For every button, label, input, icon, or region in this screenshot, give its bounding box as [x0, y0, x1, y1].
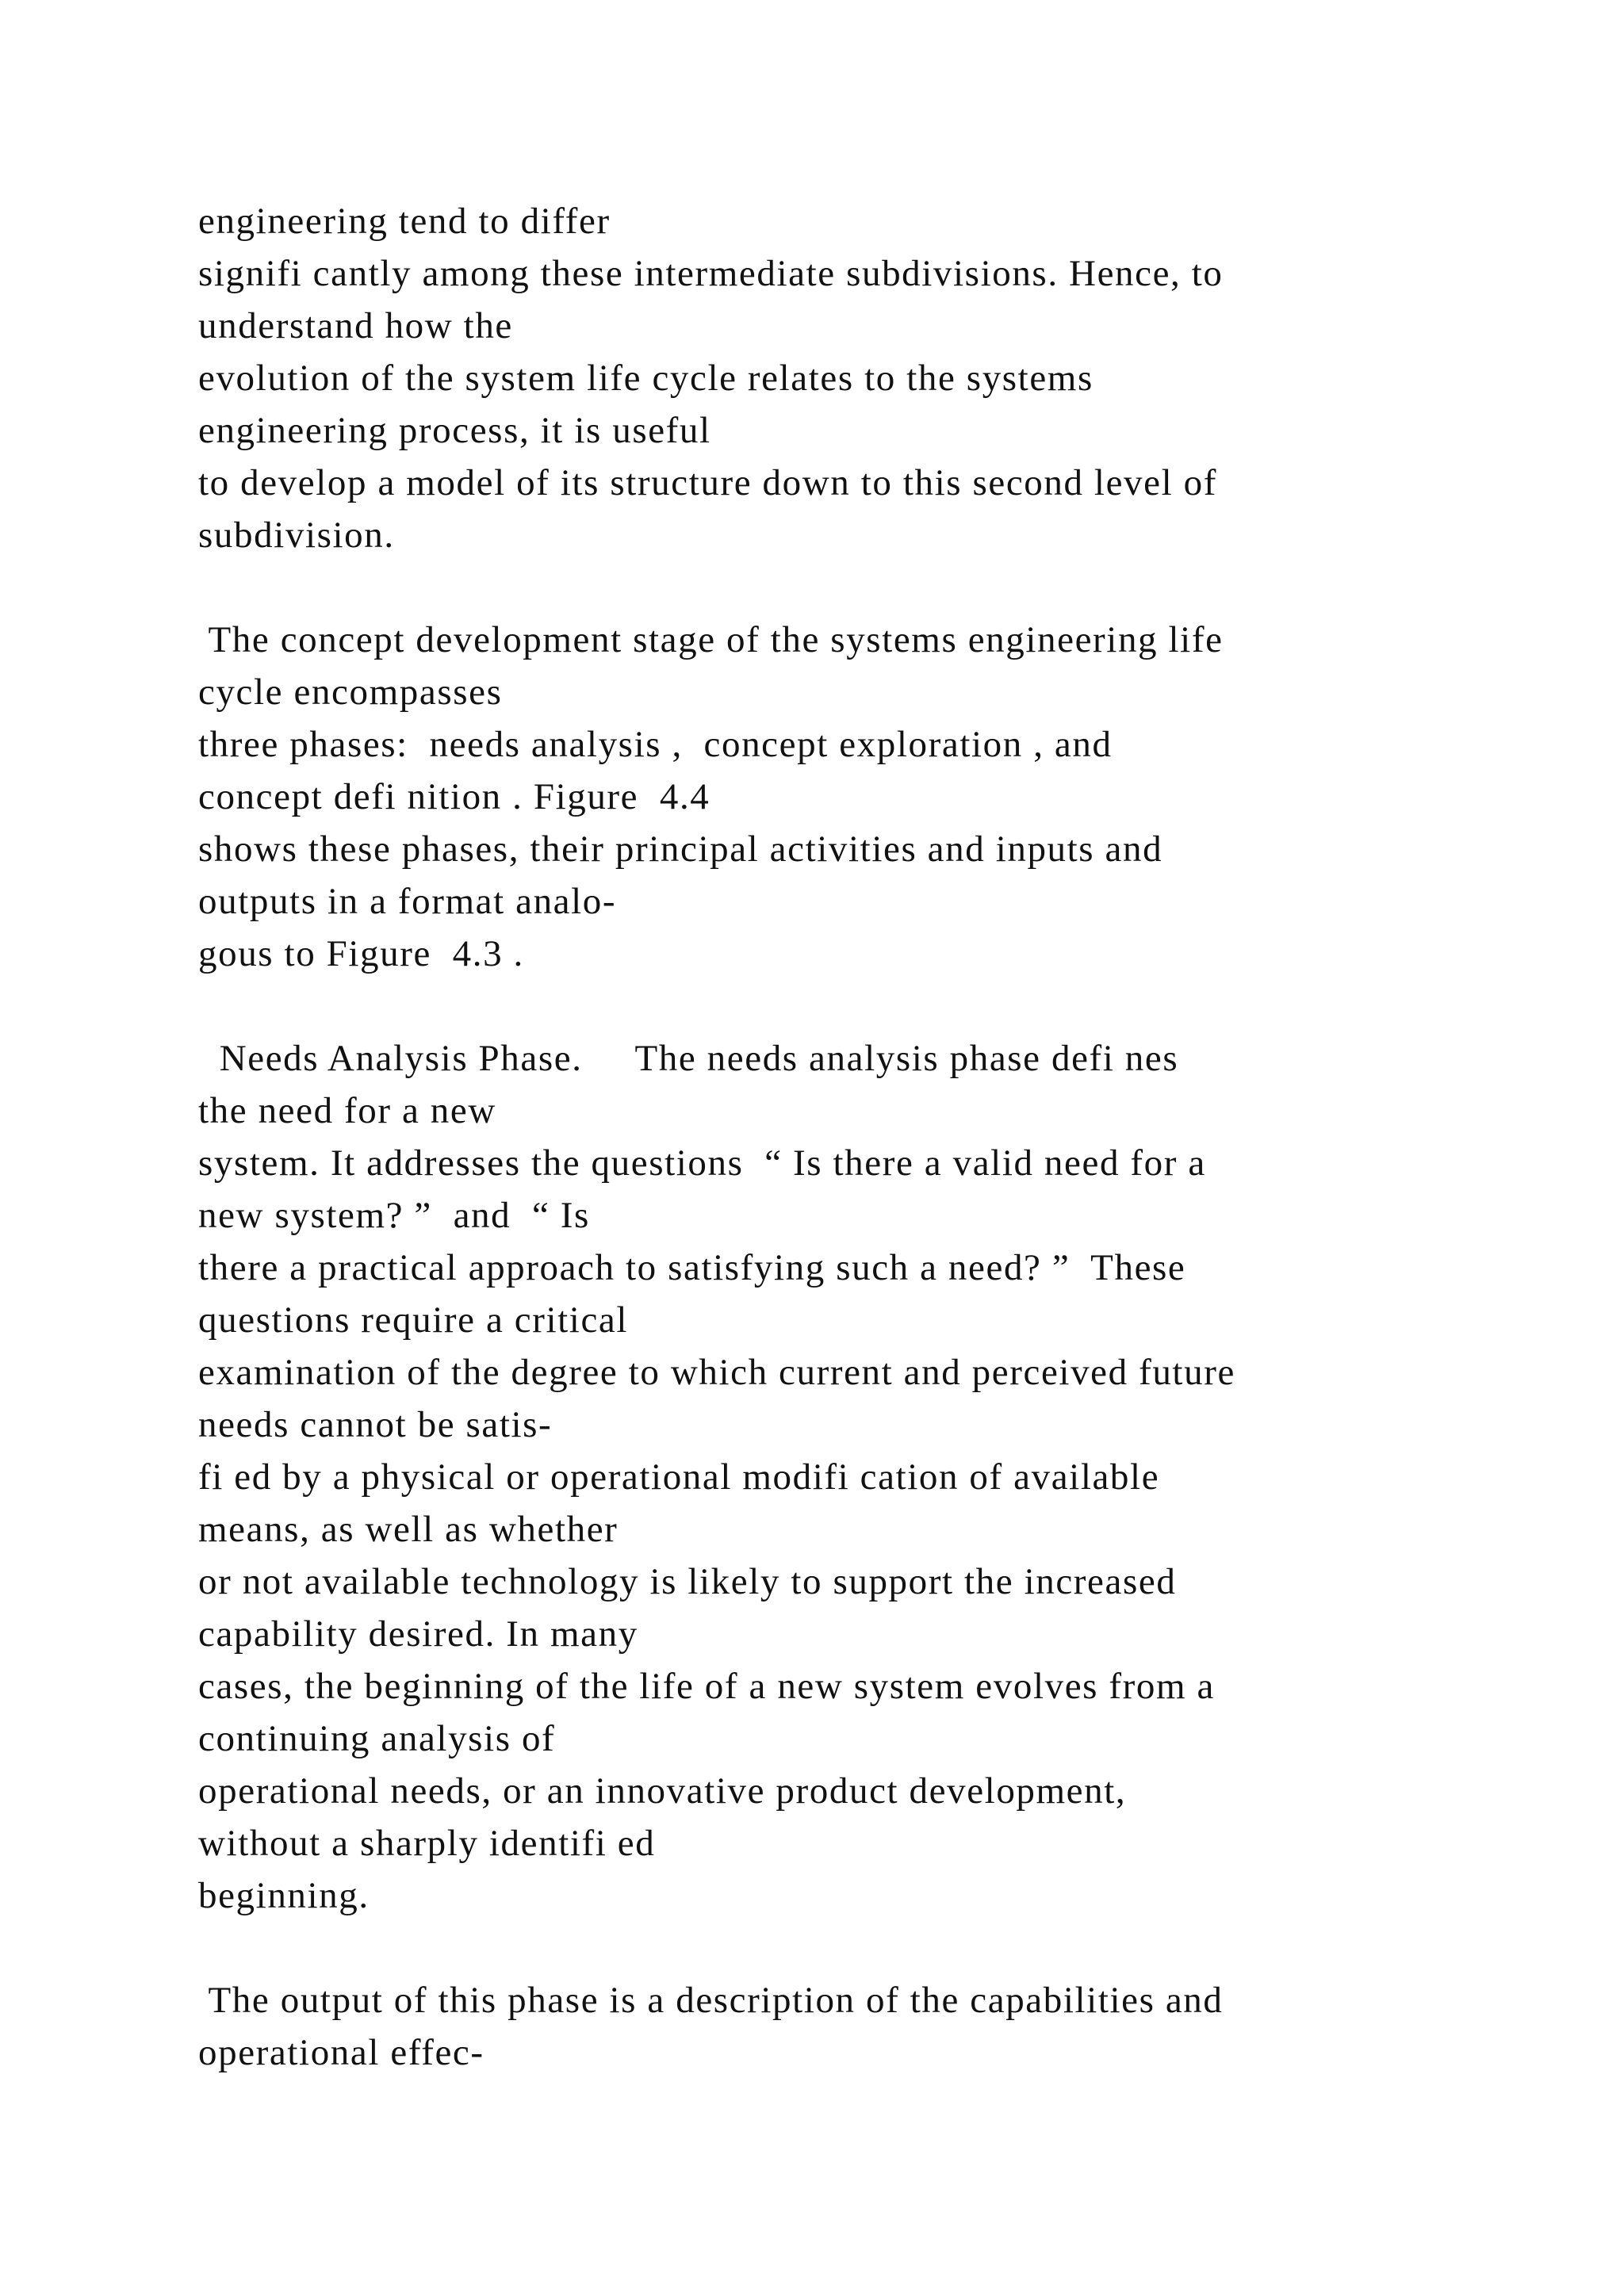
paragraph-spacer — [198, 1922, 1546, 1974]
text-line: gous to Figure 4.3 . — [198, 933, 524, 974]
text-line: engineering tend to differ — [198, 201, 611, 242]
text-line: understand how the — [198, 305, 513, 346]
text-line: system. It addresses the questions “ Is there a valid need for a — [198, 1142, 1206, 1184]
text-line: new system? ” and “ Is — [198, 1195, 590, 1236]
paragraph-spacer — [198, 561, 1546, 614]
text-line: without a sharply identifi ed — [198, 1823, 656, 1864]
text-line: needs cannot be satis- — [198, 1404, 553, 1445]
text-line: to develop a model of its structure down to this second level of — [198, 462, 1217, 503]
text-line: questions require a critical — [198, 1299, 629, 1341]
text-line: evolution of the system life cycle relates to the systems — [198, 358, 1094, 399]
text-line: The output of this phase is a description of the capabilities and — [198, 1980, 1224, 2021]
text-line: continuing analysis of — [198, 1718, 556, 1759]
text-line: engineering process, it is useful — [198, 410, 711, 451]
text-line: concept defi nition . Figure 4.4 — [198, 776, 710, 817]
text-line: capability desired. In many — [198, 1613, 638, 1655]
text-line: operational effec- — [198, 2032, 485, 2073]
document-body-text — [198, 195, 1546, 2079]
text-line: examination of the degree to which current and perceived future — [198, 1352, 1235, 1393]
text-line: means, as well as whether — [198, 1509, 619, 1550]
text-line: subdivision. — [198, 515, 395, 556]
text-line: cycle encompasses — [198, 672, 503, 713]
text-line: Needs Analysis Phase. The needs analysis phase defi nes — [198, 1038, 1179, 1079]
text-line: cases, the beginning of the life of a new system evolves from a — [198, 1666, 1215, 1707]
text-line: operational needs, or an innovative product development, — [198, 1770, 1127, 1812]
text-line: shows these phases, their principal activities and inputs and — [198, 828, 1163, 870]
paragraph-spacer — [198, 980, 1546, 1032]
text-line: or not available technology is likely to support the increased — [198, 1561, 1177, 1602]
text-line: three phases: needs analysis , concept exploration , and — [198, 724, 1113, 765]
text-line: there a practical approach to satisfying such a need? ” These — [198, 1247, 1186, 1288]
text-line: fi ed by a physical or operational modifi cation of available — [198, 1456, 1160, 1498]
text-line: outputs in a format analo- — [198, 881, 617, 922]
text-line: signifi cantly among these intermediate subdivisions. Hence, to — [198, 253, 1224, 294]
text-line: beginning. — [198, 1875, 370, 1916]
text-line: the need for a new — [198, 1090, 496, 1131]
text-line: The concept development stage of the systems engineering life — [198, 619, 1224, 660]
